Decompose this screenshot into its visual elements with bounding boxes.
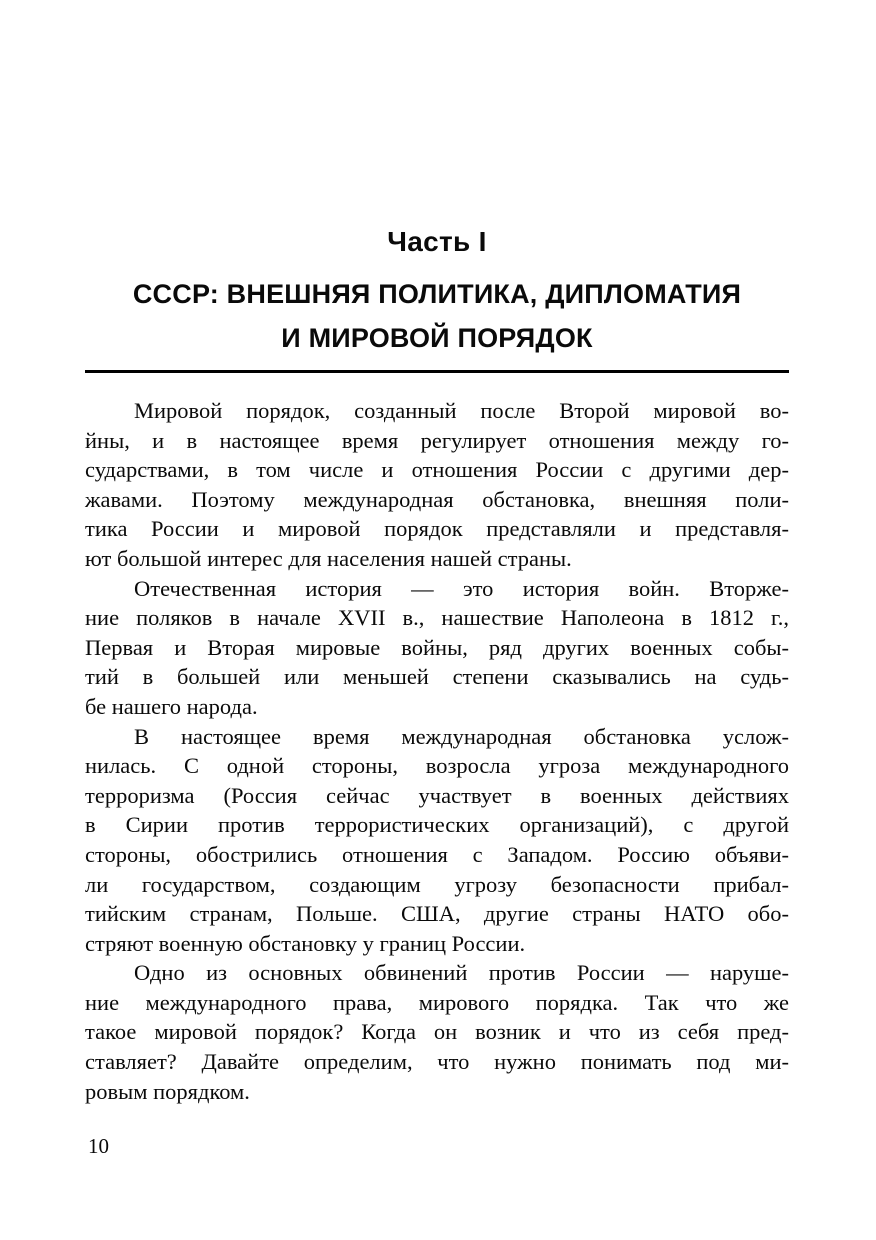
paragraph bbox=[85, 574, 789, 722]
text-line: такое мировой порядок? Когда он возник и что из себя пред- bbox=[85, 1019, 789, 1045]
text-line: тика России и мировой порядок представляли и представля- bbox=[85, 516, 789, 542]
text-line: В настоящее время международная обстановка услож- bbox=[134, 723, 789, 749]
text-line: Мировой порядок, созданный после Второй мировой во- bbox=[134, 398, 789, 423]
text-line: нилась. С одной стороны, возросла угроза международного bbox=[85, 753, 789, 779]
text-line: ют большой интерес для населения нашей страны. bbox=[85, 545, 572, 571]
paragraph bbox=[85, 958, 789, 1106]
chapter-title-line-2: И МИРОВОЙ ПОРЯДОК bbox=[281, 323, 593, 353]
text-line: стряют военную обстановку у границ России. bbox=[85, 930, 526, 956]
text-line: ли государством, создающим угрозу безопасности прибал- bbox=[85, 871, 789, 897]
text-line: Первая и Вторая мировые войны, ряд других военных собы- bbox=[85, 634, 789, 660]
page-content bbox=[85, 0, 789, 1106]
part-heading: Часть I bbox=[387, 226, 487, 257]
title-rule bbox=[85, 370, 789, 373]
text-line: ние международного права, мирового порядка. Так что же bbox=[85, 989, 789, 1015]
text-line: Одно из основных обвинений против России — наруше- bbox=[134, 960, 789, 986]
text-line: Отечественная история — это история войн. Вторже- bbox=[134, 575, 789, 601]
text-line: тий в большей или меньшей степени сказывались на судь- bbox=[85, 664, 789, 690]
paragraph bbox=[85, 396, 789, 574]
text-line: бе нашего народа. bbox=[85, 693, 258, 719]
chapter-title bbox=[85, 272, 789, 360]
chapter-title-line-1: СССР: ВНЕШНЯЯ ПОЛИТИКА, ДИПЛОМАТИЯ bbox=[132, 279, 742, 309]
text-line: сударствами, в том числе и отношения России с другими дер- bbox=[85, 457, 789, 483]
text-line: ровым порядком. bbox=[85, 1078, 250, 1104]
body-text bbox=[85, 396, 789, 1106]
text-line: терроризма (Россия сейчас участвует в военных действиях bbox=[85, 782, 789, 808]
text-line: жавами. Поэтому международная обстановка, внешняя поли- bbox=[85, 486, 789, 512]
page-number: 10 bbox=[88, 1134, 109, 1158]
text-line: ние поляков в начале XVII в., нашествие Наполеона в 1812 г., bbox=[85, 605, 789, 631]
text-line: йны, и в настоящее время регулирует отношения между го- bbox=[85, 427, 789, 453]
text-line: тийским странам, Польше. США, другие страны НАТО обо- bbox=[85, 901, 789, 927]
text-line: в Сирии против террористических организаций), с другой bbox=[85, 812, 789, 838]
paragraph bbox=[85, 722, 789, 959]
text-line: стороны, обострились отношения с Западом. Россию объяви- bbox=[85, 841, 789, 867]
text-line: ставляет? Давайте определим, что нужно понимать под ми- bbox=[85, 1049, 789, 1075]
